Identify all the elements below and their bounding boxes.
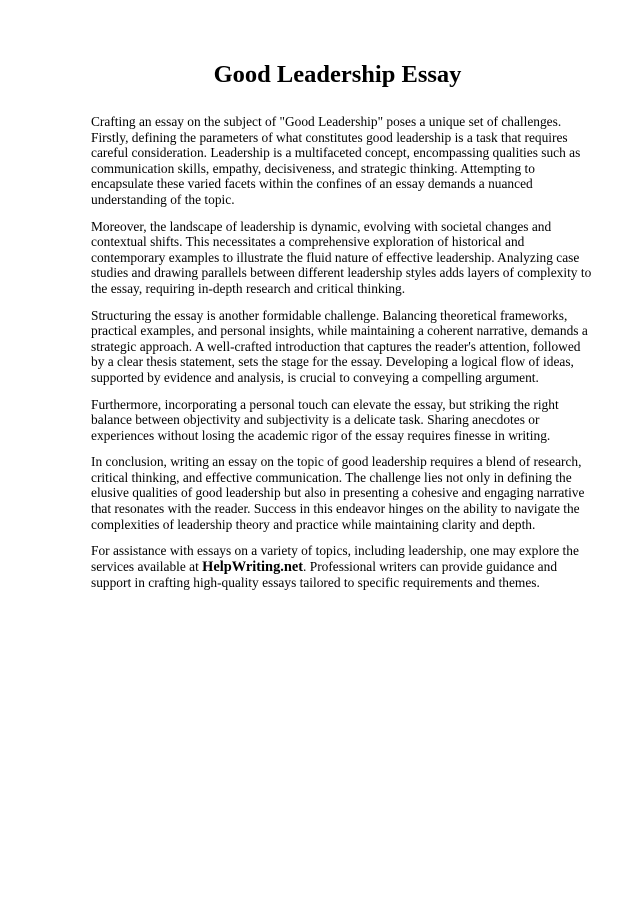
closing-text-after: . Professional writers can provide guidance and support in crafting high-quality essays tailored to specific requirements and themes.	[91, 558, 558, 591]
paragraph-intro: Crafting an essay on the subject of "Good Leadership" poses a unique set of challenges. Firstly, defining the parameters of what constitutes good leadership is a task that requires careful consideration. Leadership is a multifaceted concept, encompassing qualities such as communication skills, empathy, decisiveness, and strategic thinking. Attempting to encapsulate these varied facets within the confines of an essay demands a nuanced understanding of the topic.	[91, 114, 581, 207]
paragraph-closing	[91, 543, 592, 591]
paragraph-landscape: Moreover, the landscape of leadership is dynamic, evolving with societal changes and contextual shifts. This necessitates a comprehensive exploration of historical and contemporary examples to illustrate the fluid nature of effective leadership. Analyzing case studies and drawing parallels between different leadership styles adds layers of complexity to the essay, requiring in-depth research and critical thinking.	[91, 218, 592, 296]
document-title: Good Leadership Essay	[213, 61, 462, 88]
paragraph-conclusion: In conclusion, writing an essay on the topic of good leadership requires a blend of research, critical thinking, and effective communication. The challenge lies not only in defining the elusive qualities of good leadership but also in presenting a cohesive and engaging narrative that resonates with the reader. Success in this endeavor hinges on the ability to navigate the complexities of leadership theory and practice while maintaining clarity and depth.	[91, 454, 585, 532]
paragraph-personal-touch: Furthermore, incorporating a personal touch can elevate the essay, but striking the right balance between objectivity and subjectivity is a delicate task. Sharing anecdotes or experiences without losing the academic rigor of the essay requires finesse in writing.	[91, 396, 559, 443]
paragraph-structure: Structuring the essay is another formidable challenge. Balancing theoretical frameworks, practical examples, and personal insights, while maintaining a coherent narrative, demands a strategic approach. A well-crafted introduction that captures the reader's attention, followed by a clear thesis statement, sets the stage for the essay. Developing a logical flow of ideas, supported by evidence and analysis, is crucial to conveying a compelling argument.	[91, 307, 588, 385]
closing-text-before: For assistance with essays on a variety of topics, including leadership, one may explore the services available at	[91, 543, 579, 574]
brand-name: HelpWriting.net	[202, 558, 304, 575]
